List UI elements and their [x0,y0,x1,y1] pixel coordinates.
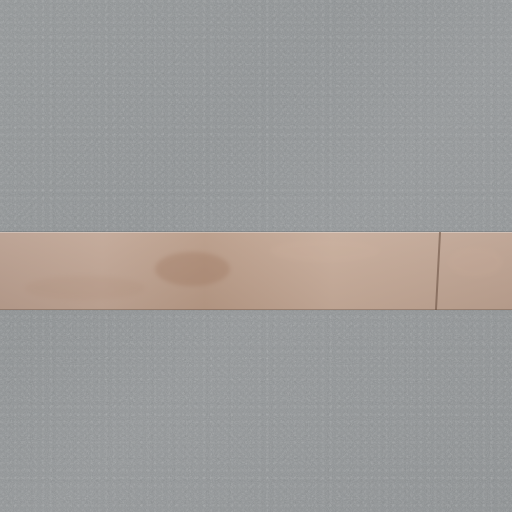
curb-stain-1 [155,252,230,286]
gravel-surface-top [0,0,512,232]
gravel-surface-bottom [0,310,512,512]
curb-highlight-1 [270,240,380,262]
curb-highlight-2 [448,247,503,277]
curb-stain-2 [25,276,145,300]
